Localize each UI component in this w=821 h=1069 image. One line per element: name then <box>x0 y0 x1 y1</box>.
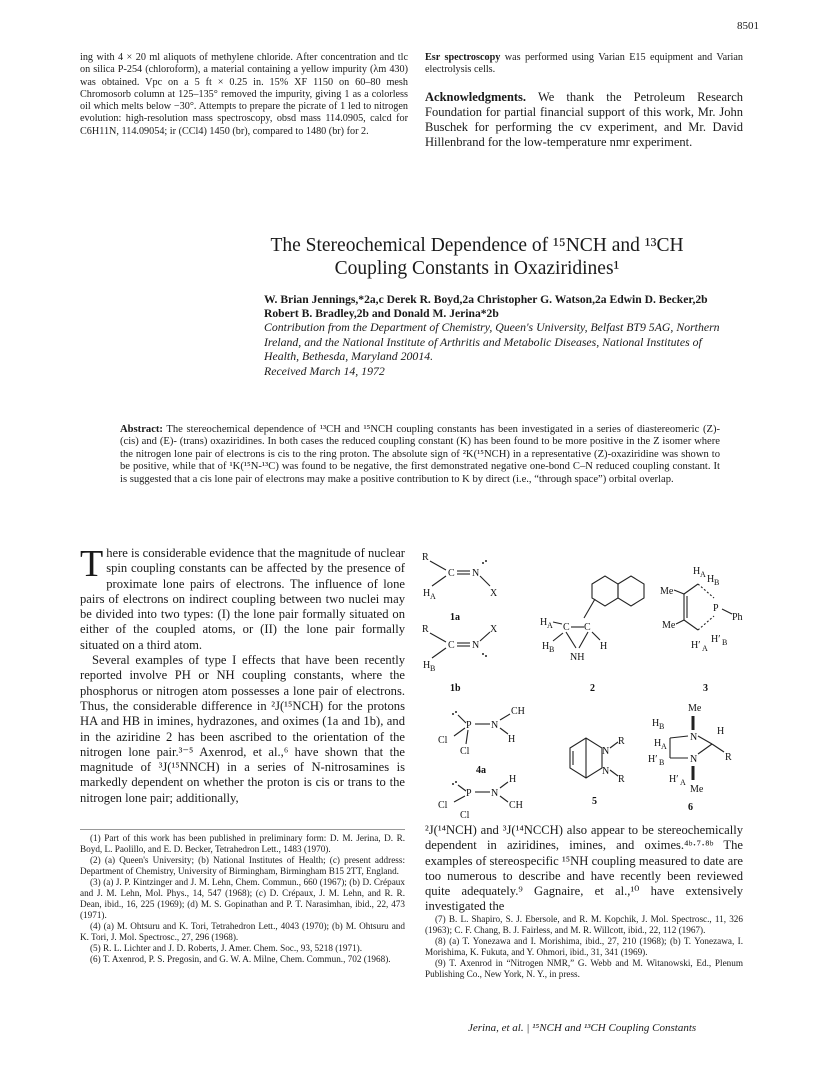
structure-3 <box>660 566 743 694</box>
atom-subscript: A <box>702 644 708 653</box>
chemical-structures <box>420 548 750 818</box>
structure-4a <box>438 706 525 776</box>
top-left-text: ing with 4 × 20 ml aliquots of methylene chloride. After concentration and tlc on silica P-254 (chloroform), a material containing a yellow impurity (λm 430) was obtained. Vpc on a 5 ft × 0.25 in. 15% XF 1150 on 60–80 mesh Chromosorb column at 125–135° removed the impurity, giving 1 as a colorless oil which melts below −30°. Attempts to prepare the picrate of 1 led to nitrogen evolution: high-resolution mass spectroscopy, obsd mass 114.0905, calcd for C6H11N, 114.09054; ir (CCl4) 1450 (br), compared to 1480 (br) for 2. <box>80 52 408 137</box>
atom-label: H <box>707 574 715 585</box>
atom-subscript: B <box>549 645 555 654</box>
atom-label: P <box>466 720 472 731</box>
footnote: (9) T. Axenrod in “Nitrogen NMR,” G. Webb and M. Witanowski, Ed., Plenum Publishing Co., New York, N. Y., in press. <box>425 958 743 979</box>
ack-label: Acknowledgments. <box>425 89 527 104</box>
structure-1b <box>422 624 498 694</box>
atom-label: N <box>472 568 480 579</box>
atom-label: Cl <box>438 735 448 746</box>
structure-5 <box>570 736 625 807</box>
atom-label: CH <box>509 800 523 811</box>
atom-label: H <box>654 738 662 749</box>
right-paragraph: ²J(¹⁴NCH) and ³J(¹⁴NCCH) also appear to be stereochemically dependent in aziridines, imines, and oximes.⁴ᵇ·⁷·⁸ᵇ The examples of stereospecific ¹⁵NH coupling measured to date are too numerous to describe and have recently been reviewed quite adequately.⁹ Gagnaire, et al.,¹⁰ have extensively investigated the <box>425 823 743 914</box>
received-date: Received March 14, 1972 <box>264 363 385 378</box>
compound-label: 5 <box>592 796 597 807</box>
atom-label: H <box>509 774 517 785</box>
atom-label: C <box>448 640 455 651</box>
footnote: (2) (a) Queen's University; (b) National Institutes of Health; (c) present address: Department of Chemistry, University of Birmingham, Birmingham B15 2TT, England. <box>80 855 405 876</box>
author-list: W. Brian Jennings,*2a,c Derek R. Boyd,2a Christopher G. Watson,2a Edwin D. Becker,2b Robert B. Bradley,2b and Donald M. Jerina*2b <box>264 293 708 320</box>
atom-label: N <box>690 754 698 765</box>
atom-label: R <box>618 774 625 785</box>
esr-label: Esr spectroscopy <box>425 52 501 63</box>
atom-subscript: A <box>547 621 553 630</box>
top-right-block <box>425 52 743 150</box>
intro-text: here is considerable evidence that the magnitude of nuclear spin coupling constants can be affected by the presence of proximate lone pairs of electrons. The influence of lone pairs of electrons on indirect coupling between two nuclei may be divided into two types: (I) the lone pair formally situated on either of the coupled atoms, or (II) the lone pair formally situated on a third atom. <box>80 546 405 652</box>
atom-label: H <box>540 617 548 628</box>
atom-subscript: A <box>680 778 686 787</box>
structure-6 <box>648 703 732 813</box>
compound-label: 2 <box>590 683 595 694</box>
atom-subscript: B <box>714 578 720 587</box>
abstract-text: The stereochemical dependence of ¹³CH and ¹⁵NCH coupling constants has been investigated in a series of diastereomeric (Z)- (cis) and (E)- (trans) oxaziridines. In both cases the reduced coupling constant (K) has been found to be more positive in the Z isomer where the nitrogen lone pair of electrons is cis to the ring proton. The absolute sign of ²K(¹⁵NCH) in a representative (Z)-oxaziridine was shown to be positive, while that of ¹K(¹⁵N-¹³C) was found to be negative, the first demonstrated negative one-bond C–N reduced coupling constant. It is suggested that a cis lone pair of electrons may make a positive contribution to K by direct (i.e., “through space”) orbital overlap. <box>120 424 720 485</box>
esr-text: was performed using Varian E15 equipment and Varian electrolysis cells. <box>425 52 743 76</box>
drop-cap: T <box>80 543 104 585</box>
footnote: (3) (a) J. P. Kintzinger and J. M. Lehn, Chem. Commun., 660 (1967); (b) D. Crépaux and J. M. Lehn, Mol. Phys., 14, 547 (1968); (c) D. Crépaux, J. M. Lehn, and R. R. Dean, ibid., 16, 225 (1969); (d) M. S. Gopinathan and P. T. Narasimhan, ibid., 22, 473 (1971). <box>80 877 405 920</box>
atom-label: X <box>490 588 498 599</box>
atom-label: N <box>690 732 698 743</box>
atom-label: H′ <box>648 754 658 765</box>
footnote: (1) Part of this work has been published in preliminary form: D. M. Jerina, D. R. Boyd, L. Paolillo, and E. D. Becker, Tetrahedron Lett., 1483 (1970). <box>80 833 405 854</box>
compound-label: 3 <box>703 683 708 694</box>
atom-label: H <box>652 718 660 729</box>
body-right-column <box>425 823 743 915</box>
esr-paragraph <box>425 52 743 77</box>
compound-label: 4a <box>476 765 486 776</box>
atom-label: Me <box>688 703 702 714</box>
footnotes-right <box>425 914 743 980</box>
second-paragraph: Several examples of type I effects that have been recently reported involve PH or NH coupling constants, where the phosphorus or nitrogen atom possesses a lone pair of electrons. Thus, the considerable difference in ²J(¹⁵NCH) for the protons HA and HB in imines, hydrazones, and oximes (1a and 1b), and in the aziridine 2 has been ascribed to the orientation of the nitrogen lone pair.³⁻⁵ Axenrod, et al.,⁶ have shown that the magnitude of ³J(¹⁵NNCH) in a series of N-nitrosamines is markedly dependent on whether the proton is cis or trans to the nitrogen lone pair; additionally, <box>80 653 405 805</box>
atom-label: C <box>584 622 591 633</box>
atom-label: N <box>602 766 610 777</box>
atom-label: H <box>423 660 431 671</box>
atom-label: H <box>600 641 608 652</box>
compound-label: 1a <box>450 612 460 623</box>
top-left-paragraph <box>80 52 408 138</box>
footnote: (6) T. Axenrod, P. S. Pregosin, and G. W. A. Milne, Chem. Commun., 702 (1968). <box>90 954 391 964</box>
atom-label: N <box>472 640 480 651</box>
atom-label: H <box>717 726 725 737</box>
page-number: 8501 <box>737 20 759 32</box>
article-title: The Stereochemical Dependence of ¹⁵NCH and ¹³CH Coupling Constants in Oxaziridines¹ <box>270 235 684 279</box>
atom-label: X <box>490 624 498 635</box>
affiliation <box>264 320 734 378</box>
atom-label: Me <box>660 586 674 597</box>
atom-label: Me <box>690 784 704 795</box>
atom-label: Cl <box>438 800 448 811</box>
structure-2 <box>540 576 644 694</box>
atom-label: H′ <box>691 640 701 651</box>
body-left-column <box>80 543 405 806</box>
compound-label: 6 <box>688 802 693 813</box>
atom-subscript: B <box>659 722 665 731</box>
structure-4b <box>438 774 523 818</box>
atom-label: P <box>713 603 719 614</box>
atom-label: Cl <box>460 810 470 818</box>
atom-subscript: A <box>661 742 667 751</box>
footnote: (7) B. L. Shapiro, S. J. Ebersole, and R. M. Kopchik, J. Mol. Spectrosc., 11, 326 (1963); C. F. Chang, B. J. Fairless, and M. R. Willcott, ibid., 22, 112 (1967). <box>425 914 743 935</box>
ack-text: We thank the Petroleum Research Foundation for partial financial support of this work, Mr. John Buschek for performing the cv experiment, and Mr. David Hillenbrand for the low-temperature nmr experiment. <box>425 89 743 150</box>
atom-label: C <box>448 568 455 579</box>
atom-label: H <box>693 566 701 577</box>
atom-label: Me <box>662 620 676 631</box>
atom-label: R <box>725 752 732 763</box>
atom-label: H′ <box>711 634 721 645</box>
acknowledgments-paragraph <box>425 90 743 151</box>
page-footer: Jerina, et al. | ¹⁵NCH and ¹³CH Coupling Constants <box>468 1022 697 1034</box>
footnote: (4) (a) M. Ohtsuru and K. Tori, Tetrahedron Lett., 4043 (1970); (b) M. Ohtsuru and K. Tori, J. Mol. Spectrosc., 27, 296 (1968). <box>80 921 405 942</box>
atom-label: H <box>423 588 431 599</box>
atom-label: R <box>422 624 429 635</box>
footnotes-left <box>80 829 405 965</box>
footnote: (8) (a) T. Yonezawa and I. Morishima, ibid., 27, 210 (1968); (b) T. Yonezawa, I. Morishima, K. Fukuta, and Y. Ohmori, ibid., 31, 341 (1969). <box>425 936 743 957</box>
atom-label: H <box>508 734 516 745</box>
atom-label: R <box>422 552 429 563</box>
intro-paragraph <box>80 543 405 653</box>
atom-label: CH <box>511 706 525 717</box>
atom-label: N <box>602 746 610 757</box>
structure-1a <box>422 552 498 623</box>
atom-subscript: A <box>700 570 706 579</box>
atom-label: C <box>563 622 570 633</box>
affiliation-text: Contribution from the Department of Chemistry, Queen's University, Belfast BT9 5AG, Northern Ireland, and the National Institute of Arthritis and Metabolic Diseases, National Institutes of Health, Bethesda, Maryland 20014. <box>264 320 720 363</box>
footnote: (5) R. L. Lichter and J. D. Roberts, J. Amer. Chem. Soc., 93, 5218 (1971). <box>90 943 363 953</box>
atom-label: NH <box>570 652 585 663</box>
atom-subscript: B <box>722 638 728 647</box>
atom-subscript: B <box>430 664 436 673</box>
atom-label: H <box>542 641 550 652</box>
atom-label: P <box>466 788 472 799</box>
atom-label: N <box>491 720 499 731</box>
abstract <box>120 424 720 486</box>
atom-label: Cl <box>460 746 470 757</box>
atom-label: Ph <box>732 612 743 623</box>
atom-label: N <box>491 788 499 799</box>
compound-label: 1b <box>450 683 461 694</box>
atom-label: H′ <box>669 774 679 785</box>
abstract-label: Abstract: <box>120 424 163 435</box>
atom-subscript: A <box>430 592 436 601</box>
atom-subscript: B <box>659 758 665 767</box>
atom-label: R <box>618 736 625 747</box>
